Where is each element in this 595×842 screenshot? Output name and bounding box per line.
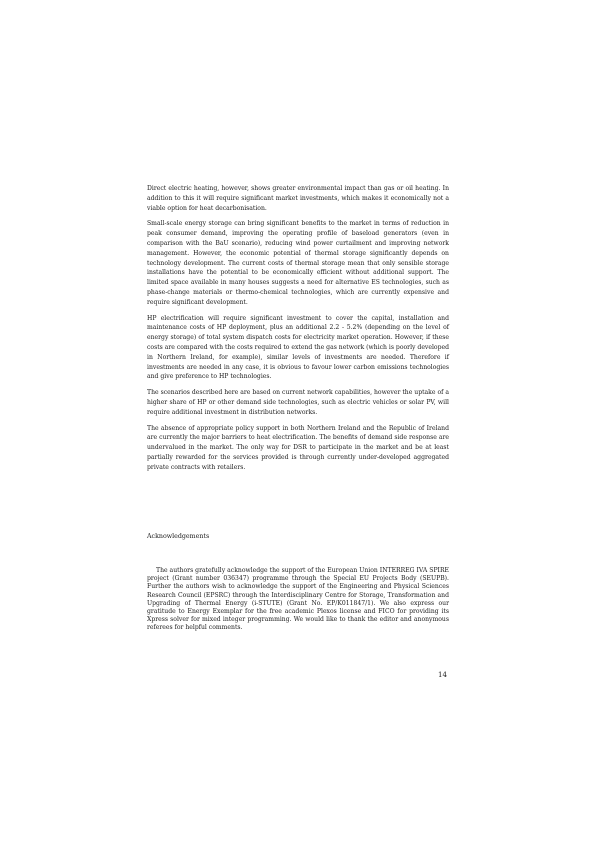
paragraph-policy-support: The absence of appropriate policy support in both Northern Ireland and the Republic of Ireland are currently the major barriers to heat electrification. The benefits of demand side response are undervalued in the market. The only way for DSR to participate in the market and be at least partially rewarded for the services provided is through currently under-developed aggregated private contracts with retailers.	[147, 424, 449, 471]
page-number: 14	[438, 671, 447, 679]
paragraph-small-scale-storage: Small-scale energy storage can bring significant benefits to the market in terms of reduction in peak consumer demand, improving the operating profile of baseload generators (even in comparison with the BaU scenario), reducing wind power curtailment and improving network management. However, the economic potential of thermal storage significantly depends on technology development. The current costs of thermal storage mean that only sensible storage installations have the potential to be economically efficient without additional support. The limited space available in many houses suggests a need for alternative ES technologies, such as phase-change materials or thermo-chemical technologies, which are currently expensive and require significant development.	[147, 220, 449, 306]
body-text	[147, 184, 449, 479]
paragraph-direct-electric-heating: Direct electric heating, however, shows greater environmental impact than gas or oil heating. In addition to this it will require significant market investments, which makes it economically not a viable option for heat decarbonisation.	[147, 185, 449, 212]
paragraph-scenarios: The scenarios described here are based on current network capabilities, however the uptake of a higher share of HP or other demand side technologies, such as electric vehicles or solar PV, will require additional investment in distribution networks.	[147, 389, 449, 416]
acknowledgements-body: The authors gratefully acknowledge the support of the European Union INTERREG IVA SPIRE project (Grant number 036347) programme through the Special EU Projects Body (SEUPB). Further the authors wish to acknowledge the support of the Engineering and Physical Sciences Research Council (EPSRC) through the Interdisciplinary Centre for Storage, Transformation and Upgrading of Thermal Energy (i-STUTE) (Grant No. EP/K011847/1). We also express our gratitude to Energy Exemplar for the free academic Plexos license and FICO for providing its Xpress solver for mixed integer programming. We would like to thank the editor and anonymous referees for helpful comments.	[147, 567, 449, 632]
acknowledgements-heading: Acknowledgements	[147, 533, 210, 540]
paragraph-hp-electrification: HP electrification will require significant investment to cover the capital, installation and maintenance costs of HP deployment, plus an additional 2.2 - 5.2% (depending on the level of energy storage) of total system dispatch costs for electricity market operation. However, if these costs are compared with the costs required to extend the gas network (which is poorly developed in Northern Ireland, for example), similar levels of investments are needed. Therefore if investments are needed in any case, it is obvious to favour lower carbon emissions technologies and give preference to HP technologies.	[147, 314, 449, 381]
